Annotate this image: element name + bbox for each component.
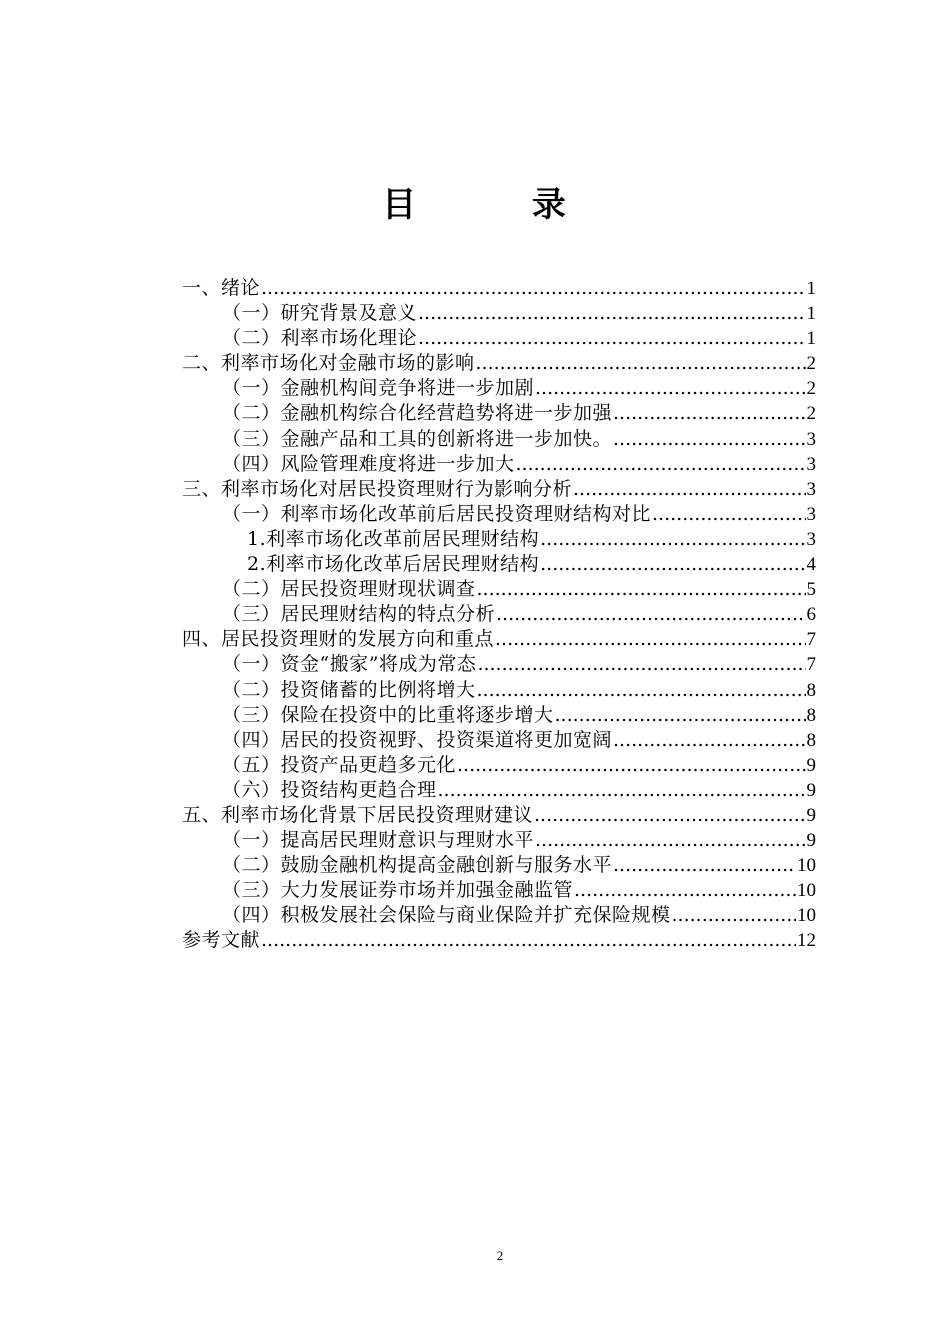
toc-entry[interactable]: [182, 577, 816, 602]
toc-leader-dots: [613, 853, 796, 878]
toc-entry[interactable]: [182, 678, 816, 703]
toc-entry[interactable]: [182, 878, 816, 903]
toc-entry-label: 三、利率市场化对居民投资理财行为影响分析: [182, 477, 573, 500]
toc-entry[interactable]: [182, 452, 816, 477]
toc-entry[interactable]: [182, 728, 816, 753]
toc-entry-page: 5: [806, 579, 816, 601]
toc-entry[interactable]: [182, 477, 816, 502]
toc-entry[interactable]: [182, 652, 816, 677]
toc-entry[interactable]: [182, 753, 816, 778]
toc-entry-label: （五）投资产品更趋多元化: [222, 753, 457, 776]
toc-entry[interactable]: [182, 928, 816, 953]
toc-entry[interactable]: [182, 527, 816, 552]
toc-entry-page: 3: [806, 428, 816, 450]
toc-entry-page: 9: [806, 779, 816, 801]
toc-entry[interactable]: [182, 853, 816, 878]
toc-leader-dots: [418, 301, 805, 326]
toc-entry-label: 2.利率市场化改革后居民理财结构: [247, 553, 540, 576]
toc-entry[interactable]: [182, 276, 816, 301]
toc-leader-dots: [573, 477, 805, 502]
toc-entry-page: 7: [806, 629, 816, 651]
toc-leader-dots: [534, 803, 805, 828]
toc-entry-label: （三）金融产品和工具的创新将进一步加快。: [222, 427, 613, 450]
toc-leader-dots: [495, 627, 805, 652]
toc-entry-label: 二、利率市场化对金融市场的影响: [182, 352, 475, 375]
toc-entry-page: 3: [806, 528, 816, 550]
toc-leader-dots: [477, 678, 806, 703]
toc-entry-page: 8: [806, 729, 816, 751]
toc-leader-dots: [574, 878, 796, 903]
toc-entry-label: （三）居民理财结构的特点分析: [222, 603, 496, 626]
toc-entry-label: （一）金融机构间竞争将进一步加剧: [222, 377, 535, 400]
toc-entry-label: （二）居民投资理财现状调查: [222, 578, 476, 601]
toc-leader-dots: [476, 351, 806, 376]
toc-entry-label: （二）利率市场化理论: [222, 327, 418, 350]
toc-entry-label: （一）提高居民理财意识与理财水平: [222, 829, 535, 852]
toc-entry-label: 四、居民投资理财的发展方向和重点: [182, 628, 495, 651]
toc-entry-label: （四）居民的投资视野、投资渠道将更加宽阔: [222, 728, 613, 751]
toc-entry-label: 参考文献: [182, 929, 261, 952]
toc-entry[interactable]: [182, 427, 816, 452]
toc-entry-page: 4: [806, 554, 816, 576]
toc-entry[interactable]: [182, 351, 816, 376]
toc-leader-dots: [613, 401, 805, 426]
toc-entry-label: 五、利率市场化背景下居民投资理财建议: [182, 803, 534, 826]
toc-entry-page: 6: [806, 604, 816, 626]
toc-entry-label: （二）鼓励金融机构提高金融创新与服务水平: [222, 854, 613, 877]
toc-entry-page: 9: [806, 830, 816, 852]
toc-leader-dots: [477, 652, 805, 677]
toc-entry-page: 8: [806, 679, 816, 701]
toc-entry-page: 3: [806, 478, 816, 500]
toc-entry[interactable]: [182, 301, 816, 326]
toc-entry-label: （一）利率市场化改革前后居民投资理财结构对比: [222, 502, 652, 525]
toc-entry-label: （四）风险管理难度将进一步加大: [222, 452, 515, 475]
toc-leader-dots: [535, 828, 805, 853]
toc-leader-dots: [261, 276, 805, 301]
toc-leader-dots: [261, 928, 796, 953]
toc-entry[interactable]: [182, 376, 816, 401]
toc-entry-page: 12: [797, 930, 816, 952]
toc-entry[interactable]: [182, 502, 816, 527]
toc-entry-label: （三）大力发展证券市场并加强金融监管: [222, 879, 574, 902]
toc-entry-page: 2: [806, 353, 816, 375]
toc-entry[interactable]: [182, 828, 816, 853]
toc-leader-dots: [496, 602, 805, 627]
toc-entry[interactable]: [182, 326, 816, 351]
toc-entry[interactable]: [182, 703, 816, 728]
toc-leader-dots: [652, 502, 805, 527]
toc-entry-label: 1.利率市场化改革前居民理财结构: [247, 527, 540, 550]
toc-leader-dots: [438, 778, 806, 803]
toc-entry-page: 3: [806, 503, 816, 525]
toc-entry-page: 10: [797, 880, 816, 902]
toc-entry-label: （四）积极发展社会保险与商业保险并扩充保险规模: [222, 904, 671, 927]
toc-entry[interactable]: [182, 552, 816, 577]
toc-entry-page: 1: [806, 303, 816, 325]
toc-entry-page: 7: [806, 654, 816, 676]
toc-leader-dots: [672, 903, 796, 928]
toc-leader-dots: [477, 577, 806, 602]
toc-leader-dots: [418, 326, 805, 351]
toc-entry-page: 2: [806, 378, 816, 400]
toc-leader-dots: [540, 527, 805, 552]
toc-leader-dots: [540, 552, 805, 577]
toc-leader-dots: [613, 728, 805, 753]
table-of-contents: [182, 276, 816, 954]
toc-entry-label: （三）保险在投资中的比重将逐步增大: [222, 703, 554, 726]
toc-entry-page: 9: [806, 804, 816, 826]
toc-leader-dots: [613, 427, 805, 452]
toc-entry-page: 9: [806, 754, 816, 776]
toc-leader-dots: [535, 376, 805, 401]
toc-entry-page: 2: [806, 403, 816, 425]
toc-entry-page: 1: [806, 278, 816, 299]
toc-entry-label: （二）金融机构综合化经营趋势将进一步加强: [222, 402, 613, 425]
toc-entry[interactable]: [182, 627, 816, 652]
toc-entry-page: 8: [806, 704, 816, 726]
toc-leader-dots: [457, 753, 805, 778]
page-number: 2: [496, 1248, 504, 1263]
toc-entry-label: （二）投资储蓄的比例将增大: [222, 678, 476, 701]
toc-entry-label: 一、绪论: [182, 277, 261, 299]
toc-entry-page: 10: [797, 905, 816, 927]
toc-entry[interactable]: [182, 803, 816, 828]
toc-leader-dots: [516, 452, 806, 477]
toc-entry-label: （一）研究背景及意义: [222, 302, 418, 325]
toc-entry[interactable]: [182, 401, 816, 426]
page-title: 目 录: [382, 185, 618, 225]
toc-entry-label: （一）资金“搬家”将成为常态: [222, 653, 477, 676]
toc-entry[interactable]: [182, 903, 816, 928]
toc-entry-page: 1: [806, 328, 816, 350]
toc-entry-page: 10: [797, 855, 816, 877]
toc-entry[interactable]: [182, 778, 816, 803]
toc-entry-page: 3: [806, 453, 816, 475]
toc-leader-dots: [555, 703, 806, 728]
toc-entry-label: （六）投资结构更趋合理: [222, 778, 437, 801]
toc-entry[interactable]: [182, 602, 816, 627]
